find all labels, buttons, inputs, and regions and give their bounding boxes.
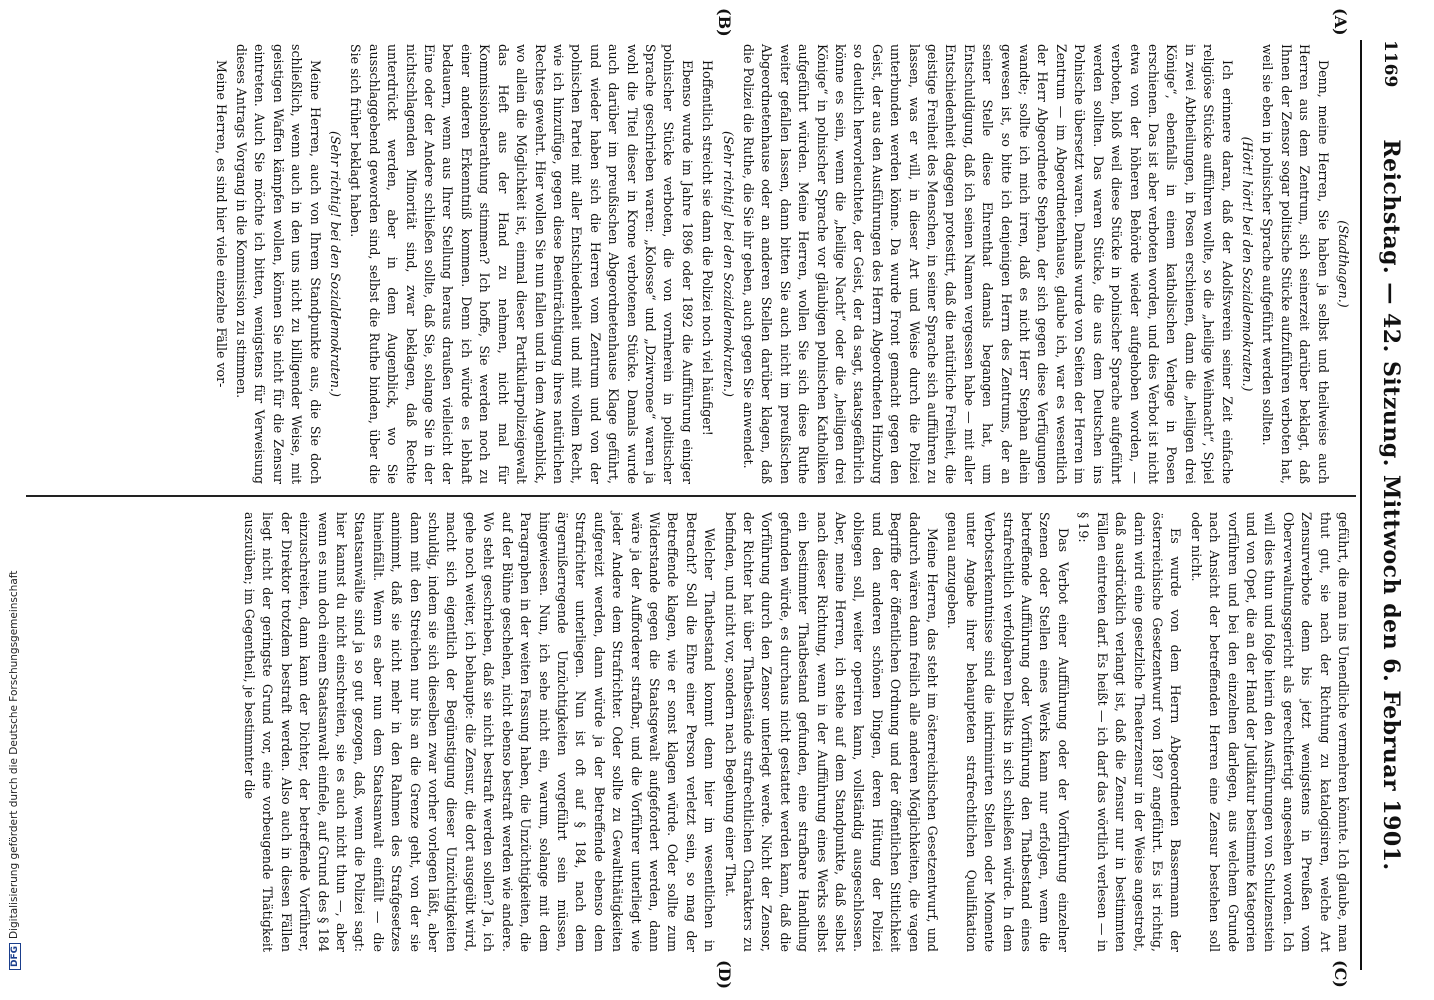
paragraph: Ebenso wurde im Jahre 1896 oder 1892 die Aufführung einiger polnischer Stücke verboten, die von vornherein in politischer Sprache geschrieben waren: „Kolosse“ und „Dziwronee“ waren ja wohl die Titel dieser in Krone verbotenen Stücke. Damals wurde auch darüber im preußischen Abgeordnetenhause Klage geführt, und wieder haben sich die Herren vom Zentrum und von der polnischen Partei mit aller Entschiedenheit und mit vollem Recht, wie ich hinzufüge, gegen diese Beeinträchtigung ihres natürlichen Rechtes gewehrt. Hier wollen Sie nun fallen und in dem Augenblick, wo allein die Möglichkeit ist, einmal dieser Partikularpolizeigewalt das Heft aus der Hand zu nehmen, nicht mal für Kommissionsberathung stimmen? Ich hoffe, Sie werden noch zu einer anderen Erkenntniß kommen. Denn ich würde es lebhaft bedauern, wenn aus Ihrer Stellung heraus draußen vielleicht der Eine oder der Andere schließen sollte, daß Sie, solange Sie in der nichtschlagenden Minorität sind, zwar beklagen, daß Rechte unterdrückt werden, aber in dem Augenblick, wo Sie ausschlaggebend geworden sind, selbst die Ruthe binden, über die Sie sich früher beklagt haben. <box>348 44 695 484</box>
margin-mark-c: (C) <box>1331 960 1350 988</box>
margin-mark-a: (A) <box>1331 8 1350 36</box>
speaker-name: (Stadthagen.) <box>1336 220 1351 308</box>
page-header <box>1368 40 1404 970</box>
dfg-logo: DFG <box>9 943 21 970</box>
paragraph: Meine Herren, auch von Ihrem Standpunkte aus, die Sie doch schließlich, wenn auch in den uns nicht zu billigender Weise, mit geistigen Waffen kämpfen wollen, können Sie nicht für die Zensur eintreten. Auch Sie möchte ich bitten, wenigstens für Verweisung dieses Antrags Vorgang in die Kommission zu stimmen. <box>234 44 323 484</box>
paragraph: Meine Herren, es sind hier viele einzelne Fälle vor- <box>213 60 229 388</box>
paragraph: Meine Herren, das steht im österreichischen Gesetzentwurf, und dadurch wären dann freilich alle anderen Möglichkeiten, die vagen Begriffe der öffentlichen Ordnung und der öffentlichen Sittlichkeit und den anderen schönen Dingen, deren Hütung der Polizei obliegen soll, weiter operiren kann, vollständig ausgeschlossen. Aber, meine Herren, ich stehe auf dem Standpunkte, daß selbst nach dieser Richtung, wenn in der Aufführung eines Werks selbst ein bestimmter Thatbestand gefunden, eine strafbare Handlung gefunden würde, es durchaus nicht gestattet werden kann, daß die Vorführung durch den Zensor unterlegt werde. Nicht der Zensor, der Richter hat über Thatbestände strafrechtlichen Charakters zu befinden, und nicht vor, sondern nach Begehung einer That. <box>722 512 941 952</box>
paragraph: Denn, meine Herren, Sie haben ja selbst und theilweise auch Herren aus dem Zentrum, sich seinerzeit darüber beklagt, daß Ihnen der Zensor sogar politische Stücke aufzuführen verboten hat, weil sie eben in polnischer Sprache aufgeführt werden sollten. <box>1260 44 1331 484</box>
interjection: (Sehr richtig! bei den Sozialdemokraten.) <box>720 131 736 397</box>
column-divider <box>26 495 1356 497</box>
interjection: (Sehr richtig! bei den Sozialdemokraten.) <box>328 131 344 397</box>
header-rule <box>1360 40 1362 970</box>
margin-mark-b: (B) <box>715 8 734 37</box>
margin-mark-d: (D) <box>715 960 734 990</box>
paragraph: Ich erinnere daran, daß der Adolfsverein seiner Zeit einfache religiöse Stücke aufführen wollte, so die „heilige Weihnacht“, Spiel in zwei Abtheilungen, in Posen erschienen, dann die „heiligen drei Könige“, ebenfalls in einem katholischen Verlage in Posen erschienen. Das ist aber verboten worden, und dies Verbot ist nicht etwa von der höheren Behörde wieder aufgehoben worden, — verboten, bloß weil diese Stücke in polnischer Sprache aufgeführt werden sollten. Das waren Stücke, die aus dem Deutschen ins Polnische übersetzt waren. Damals wurde von Seiten der Herren im Zentrum — im Abgeordnetenhause, glaube ich, war es wesentlich der Herr Abgeordnete Stephan, der sich gegen diese Verfügungen wandte; sollte ich mich irren, daß es nicht Herr Stephan allein gewesen ist, so bitte ich denjenigen Herrn des Zentrums, der an seiner Stelle diese Ehrenthat damals begangen hat, um Entschuldigung, daß ich seinen Namen vergessen habe — mit aller Entschiedenheit dagegen protestirt, daß die natürliche Freiheit, die geistige Freiheit des Menschen, in seiner Sprache sich aufführen zu lassen, was er will, in dieser Art und Weise durch die Polizei unterbunden werden könne. Da wurde Front gemacht gegen den Geist, der aus den Ausführungen des Herrn Abgeordneten Hinzburg so deutlich hervorleuchtete, der Geist, der da sagt, staatsgefährlich könne es sein, wenn die „heilige Nacht“ oder die „heiligen drei Könige“ in polnischer Sprache vor gläubigen polnischen Katholiken aufgeführt würden. Meine Herren, wollen Sie sich diese Ruthe weiter gefallen lassen, dann bitten Sie auch nicht im preußischen Abgeordnetenhause oder an anderen Stellen darüber klagen, daß die Polizei die Ruthe, die Sie ihr geben, auch gegen Sie anwendet. <box>741 44 1235 484</box>
paragraph: Es wurde von dem Herrn Abgeordneten Bassermann der österreichische Gesetzentwurf von 1897 angeführt. Es ist richtig, darin wird eine gesetzliche Theaterzensur in der Weise angestrebt, daß ausdrücklich verlangt ist, daß die Zensur nur in bestimmten Fällen eintreten darf. Es heißt — ich darf das wörtlich verlesen — in § 19: <box>1076 512 1184 952</box>
text-column-right <box>238 512 1352 952</box>
paragraph: Das Verbot einer Aufführung oder der Vorführung einzelner Szenen oder Stellen eines Werks kann nur erfolgen, wenn die betreffende Aufführung oder Vorführung den Thatbestand eines strafrechtlich verfolgbaren Delikts in sich schließen würde. In dem Verbotserkenntnisse sind die inkriminirten Stellen oder Momente unter Angabe ihrer behaupteten strafrechtlichen Qualifikation genau anzugeben. <box>945 512 1071 952</box>
paragraph: Welcher Thatbestand kommt denn hier im wesentlichen in Betracht? Soll die Ehre einer Person verletzt sein, so mag der Betreffende klagen, wie er sonst klagen würde. Oder sollte zum Widerstande gegen die Staatsgewalt aufgefordert werden, dann wäre ja der Aufforderer strafbar, und die Vorführer unterliegt wie jeder Andere dem Strafrichter. Oder sollte zu Gewaltthätigkeiten aufgereizt werden, dann würde ja der Betreffende ebenso dem Strafrichter unterliegen. Nun ist oft auf § 184, nach dem ärgernißerregende Unzüchtigkeiten vorgeführt sein müssen, hingewiesen. Nun, ich sehe nicht ein, warum, solange mit dem Paragraphen in der weiten Fassung haben, die Unzüchtigkeiten, die auf der Bühne geschehen, nicht ebenso bestraft werden wie andere. Wo steht geschrieben, daß sie nicht bestraft werden sollen? Ja, ich gehe noch weiter, ich behaupte: die Zensur, die dort ausgeübt wird, macht sich eigentlich der Begünstigung dieser Unzüchtigkeiten schuldig, indem sie sich dieselben zwar vorher vorlegen läßt, aber dann mit den Streichen nur bis an die Grenze geht, von der sie annimmt, daß sie nicht mehr in den Rahmen des Strafgesetzes hineinfällt. Wenn es aber nun dem Staatsanwalt einfällt — die Staatsanwälte sind ja so gut gezogen, daß, wenn die Polizei sagt: hier kannst du nicht einschreiten, sie es auch nicht thun —, aber wenn es nun doch einem Staatsanwalt einfiele, auf Grund des § 184 einzuschreiten, dann kann der Dichter, der betreffende Vorführer, der Direktor trotzdem bestraft werden. Also auch in diesen Fällen liegt nicht der geringste Grund vor, eine vorbeugende Thätigkeit auszuüben; im Gegentheil, je bestimmter die <box>242 512 718 952</box>
paragraph: Hoffentlich streicht sie dann die Polizei noch viel häufiger! <box>700 60 716 436</box>
digitization-note <box>8 0 21 970</box>
text-column-left <box>209 44 1352 484</box>
interjection: (Hört! hört! bei den Sozialdemokraten.) <box>1239 136 1255 392</box>
paragraph: geführt, die man ins Unendliche vermehren könnte. Ich glaube, man thut gut, sie nach der Richtung zu katalogisiren, welche Art Zensurverbote denn bis jetzt wenigstens in Preußen vom Oberverwaltungsgericht als gerechtfertigt angesehen worden. Ich will dies thun und folge hierin den Ausführungen von Schulzenstein und von Opet, die an der Hand der Judikatur bestimmte Kategorien vorführen und bei den einzelnen darlegen, aus welchem Grunde nach Ansicht der betreffenden Herren eine Zensur bestehen soll oder nicht. <box>1188 512 1351 952</box>
digitization-note-text: Digitalisierung gefördert durch die Deutsche Forschungsgemeinschaft <box>8 570 20 939</box>
page-number: 1169 <box>1380 40 1400 88</box>
page-title: Reichstag. — 42. Sitzung. Mittwoch den 6. Februar 1901. <box>1378 139 1404 871</box>
